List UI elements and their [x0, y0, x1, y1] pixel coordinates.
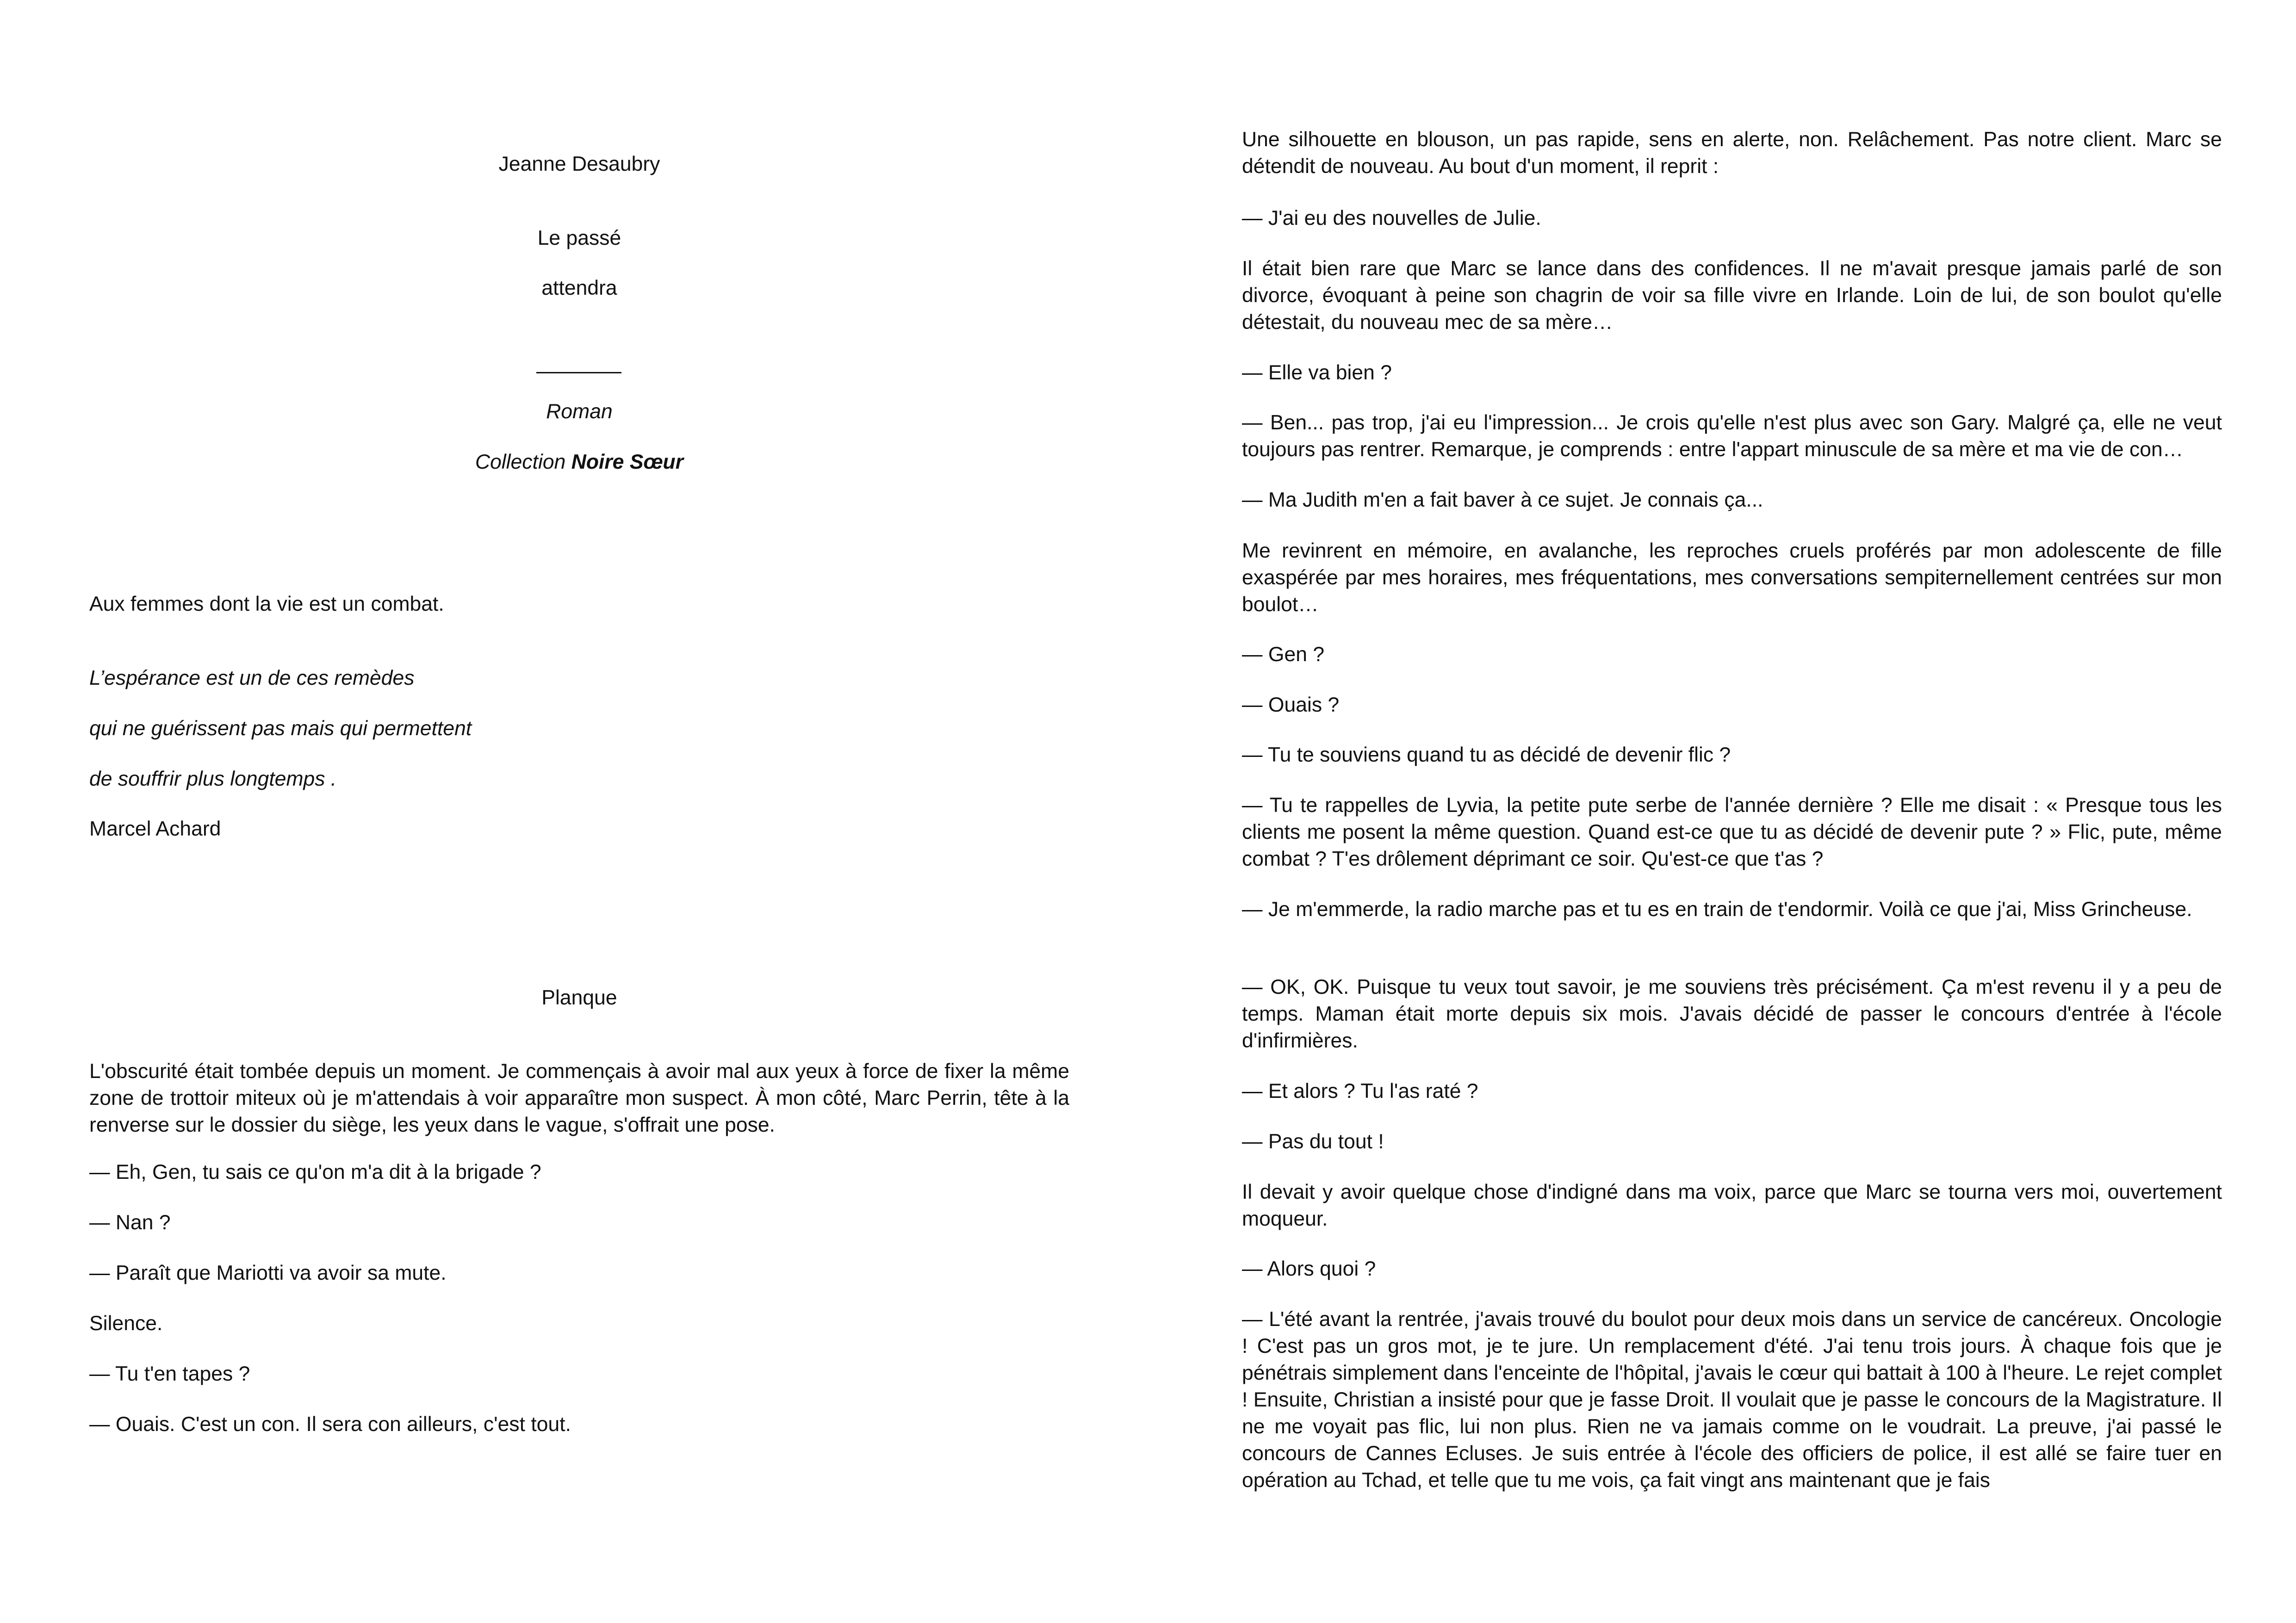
epigraph-line-3: de souffrir plus longtemps .: [89, 768, 337, 790]
paragraph: Me revinrent en mémoire, en avalanche, les reproches cruels proférés par mon adolescente de fille exaspérée par mes horaires, mes fréquentations, mes conversations sempiternellement centrées sur mon boulot…: [1242, 539, 2222, 616]
paragraph: Une silhouette en blouson, un pas rapide, sens en alerte, non. Relâchement. Pas notre client. Marc se détendit de nouveau. Au bout d'un moment, il reprit :: [1242, 128, 2222, 178]
collection-name: Noire Sœur: [571, 451, 684, 473]
paragraph: — Alors quoi ?: [1242, 1258, 1376, 1280]
paragraph: — Ouais ?: [1242, 694, 1340, 716]
paragraph: Il était bien rare que Marc se lance dans des confidences. Il ne m'avait presque jamais parlé de son divorce, évoquant à peine son chagrin de voir sa fille vivre en Irlande. Loin de lui, de son boulot qu'elle détestait, du nouveau mec de sa mère…: [1242, 257, 2222, 334]
paragraph: — Tu te rappelles de Lyvia, la petite pute serbe de l'année dernière ? Elle me disait : « Presque tous les clients me posent la même question. Quand est-ce que tu as décidé de devenir pute ? » Flic, pute, même combat ? T'es drôlement déprimant ce soir. Qu'est-ce que t'as ?: [1242, 794, 2222, 870]
epigraph-line-2: qui ne guérissent pas mais qui permettent: [89, 717, 472, 740]
paragraph: — Paraît que Mariotti va avoir sa mute.: [89, 1262, 447, 1284]
paragraph: — Ma Judith m'en a fait baver à ce sujet. Je connais ça...: [1242, 489, 1763, 511]
book-title-line-1: Le passé: [537, 227, 621, 249]
paragraph: — J'ai eu des nouvelles de Julie.: [1242, 207, 1541, 229]
dedication: Aux femmes dont la vie est un combat.: [89, 593, 444, 615]
paragraph: — Elle va bien ?: [1242, 361, 1392, 384]
genre-label: Roman: [546, 400, 613, 423]
right-page: [1148, 0, 2296, 1623]
paragraph: — Nan ?: [89, 1211, 171, 1234]
paragraph: — L'été avant la rentrée, j'avais trouvé du boulot pour deux mois dans un service de cancéreux. Oncologie ! C'est pas un gros mot, je te jure. Un remplacement d'été. J'ai tenu trois jours. À chaque fois que je pénétrais simplement dans l'enceinte de l'hôpital, j'avais le cœur qui battait à 100 à l'heure. Le rejet complet ! Ensuite, Christian a insisté pour que je fasse Droit. Il voulait que je passe le concours de la Magistrature. Il ne me voyait pas flic, lui non plus. Rien ne va jamais comme on le voudrait. La preuve, j'ai passé le concours de Cannes Ecluses. Je suis entrée à l'école des officiers de police, il est allé se faire tuer en opération au Tchad, et telle que tu me vois, ça fait vingt ans maintenant que je fais: [1242, 1308, 2222, 1492]
paragraph: L'obscurité était tombée depuis un moment. Je commençais à avoir mal aux yeux à force de fixer la même zone de trottoir miteux où je m'attendais à voir apparaître mon suspect. À mon côté, Marc Perrin, tête à la renverse sur le dossier du siège, les yeux dans le vague, s'offrait une pose.: [89, 1060, 1069, 1136]
title-divider: [536, 372, 621, 373]
paragraph: — Ouais. C'est un con. Il sera con ailleurs, c'est tout.: [89, 1413, 571, 1436]
paragraph: — Pas du tout !: [1242, 1130, 1384, 1153]
paragraph: — Tu te souviens quand tu as décidé de devenir flic ?: [1242, 743, 1731, 766]
chapter-title: Planque: [541, 986, 617, 1009]
paragraph: Il devait y avoir quelque chose d'indigné dans ma voix, parce que Marc se tourna vers moi, ouvertement moqueur.: [1242, 1181, 2222, 1230]
paragraph: — Je m'emmerde, la radio marche pas et tu es en train de t'endormir. Voilà ce que j'ai, Miss Grincheuse.: [1242, 898, 2192, 921]
collection-prefix: Collection: [475, 451, 571, 473]
paragraph: — OK, OK. Puisque tu veux tout savoir, je me souviens très précisément. Ça m'est revenu il y a peu de temps. Maman était morte depuis six mois. J'avais décidé de passer le concours d'entrée à l'école d'infirmières.: [1242, 976, 2222, 1052]
paragraph: — Gen ?: [1242, 643, 1325, 666]
paragraph: — Eh, Gen, tu sais ce qu'on m'a dit à la brigade ?: [89, 1161, 541, 1183]
collection-line: [89, 449, 1069, 476]
epigraph-author: Marcel Achard: [89, 818, 221, 840]
paragraph: — Ben... pas trop, j'ai eu l'impression... Je crois qu'elle n'est plus avec son Gary. Malgré ça, elle ne veut toujours pas rentrer. Remarque, je comprends : entre l'appart minuscule de sa mère et ma vie de con…: [1242, 411, 2222, 461]
paragraph: — Tu t'en tapes ?: [89, 1363, 250, 1385]
author-name: Jeanne Desaubry: [498, 153, 660, 175]
book-title-line-2: attendra: [541, 277, 617, 299]
paragraph: — Et alors ? Tu l'as raté ?: [1242, 1080, 1478, 1103]
paragraph: Silence.: [89, 1312, 163, 1335]
epigraph-line-1: L’espérance est un de ces remèdes: [89, 667, 415, 689]
